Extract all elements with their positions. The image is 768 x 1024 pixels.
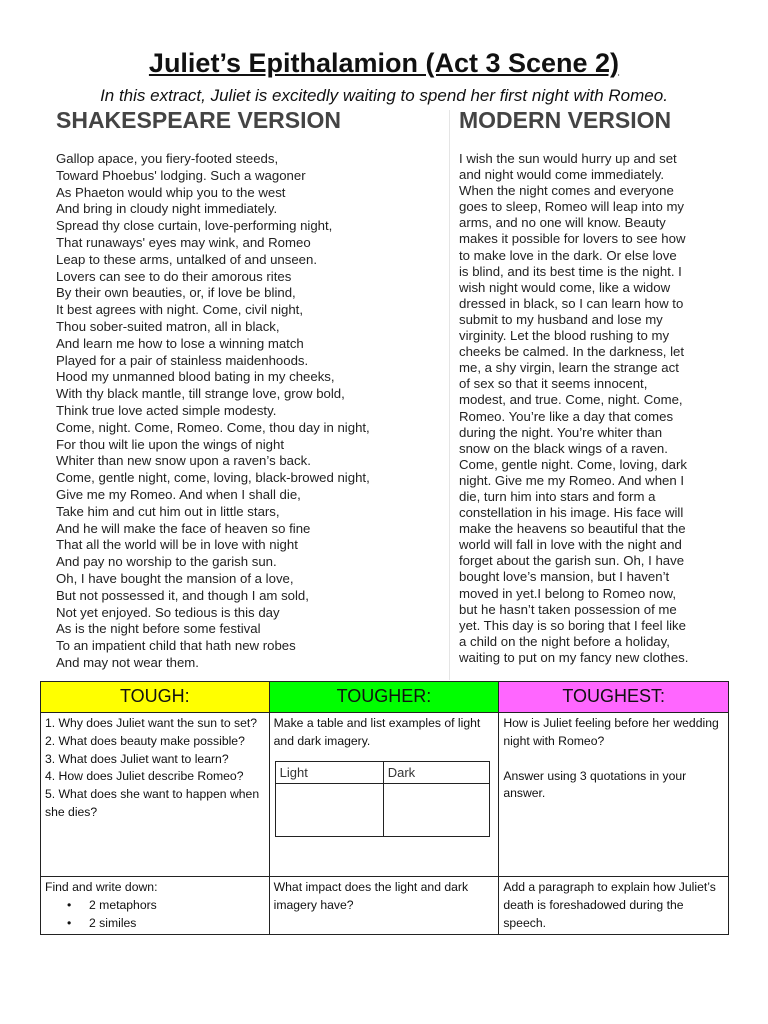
modern-line: to make love in the dark. Or else love [459, 247, 677, 263]
tougher-task-cell [269, 713, 499, 877]
poem-line: Think true love acted simple modesty. [56, 402, 277, 418]
poem-line: And pay no worship to the garish sun. [56, 554, 277, 570]
poem-line: And bring in cloudy night immediately. [56, 201, 278, 217]
poem-line: That runaways' eyes may wink, and Romeo [56, 234, 311, 250]
modern-line: during the night. You’re whiter than [459, 424, 663, 440]
light-cell [275, 784, 383, 837]
poem-line: And learn me how to lose a winning match [56, 335, 304, 351]
modern-line: make the heavens so beautiful that the [459, 521, 686, 537]
poem-line: Toward Phoebus' lodging. Such a wagoner [56, 167, 306, 183]
poem-line: But not possessed it, and though I am sold, [56, 587, 309, 603]
modern-line: dressed in black, so I can learn how to [459, 295, 684, 311]
column-divider [449, 110, 450, 680]
poem-line: Give me my Romeo. And when I shall die, [56, 486, 301, 502]
poem-line: Come, gentle night, come, loving, black-browed night, [56, 470, 370, 486]
poem-line: Hood my unmanned blood bating in my cheeks, [56, 369, 335, 385]
tough-questions-cell [41, 713, 270, 877]
modern-line: world will fall in love with the night and [459, 537, 682, 553]
poem-line: Gallop apace, you fiery-footed steeds, [56, 151, 279, 166]
poem-line: To an impatient child that hath new robes [56, 638, 296, 654]
modern-line: is blind, and its best time is the night. I [459, 263, 682, 279]
poem-line: By their own beauties, or, if love be blind, [56, 285, 296, 301]
poem-line: Not yet enjoyed. So tedious is this day [56, 604, 280, 620]
light-dark-table [275, 761, 490, 838]
modern-line: virginity. Let the blood rushing to my [459, 328, 670, 344]
page-title: Juliet’s Epithalamion (Act 3 Scene 2) [148, 48, 620, 78]
tougher-task: Make a table and list examples of light and dark imagery. [273, 716, 481, 748]
toughest-task-cell [499, 713, 729, 877]
tougher-header: TOUGHER: [269, 682, 499, 713]
modern-line: constellation in his image. His face will [459, 505, 684, 521]
modern-line: a child on the night before a holiday, [459, 633, 670, 649]
toughest-question: How is Juliet feeling before her wedding night with Romeo? [503, 716, 719, 748]
modern-line: I wish the sun would hurry up and set [459, 151, 677, 166]
task-table [40, 681, 729, 935]
poem-line: And may not wear them. [56, 654, 199, 670]
modern-line: submit to my husband and lose my [459, 311, 663, 327]
tough-question: 3. What does Juliet want to learn? [45, 751, 229, 766]
poem-line: With thy black mantle, till strange love, grow bold, [56, 386, 345, 402]
modern-heading: MODERN VERSION [459, 107, 672, 133]
modern-line: but he hasn’t taken possession of me [459, 601, 677, 617]
light-column-header: Light [275, 761, 383, 784]
find-intro: Find and write down: [45, 880, 158, 894]
tough-question: 4. How does Juliet describe Romeo? [45, 769, 244, 784]
modern-line: makes it possible for lovers to see how [459, 231, 686, 247]
poem-line: Come, night. Come, Romeo. Come, thou day in night, [56, 419, 370, 435]
modern-line: bought love’s mansion, but I haven’t [459, 569, 670, 585]
modern-line: wish night would come, like a widow [459, 279, 671, 295]
modern-line: me, a shy virgin, learn the strange act [459, 360, 679, 376]
modern-line: moved in yet.I belong to Romeo now, [459, 585, 676, 601]
shakespeare-heading: SHAKESPEARE VERSION [56, 107, 342, 133]
find-item: • 2 metaphors [77, 897, 265, 915]
toughest-paragraph-task: Add a paragraph to explain how Juliet’s death is foreshadowed during the speech. [503, 880, 716, 930]
poem-line: Thou sober-suited matron, all in black, [56, 318, 280, 334]
modern-line: snow on the black wings of a raven. [459, 440, 668, 456]
modern-line: goes to sleep, Romeo will leap into my [459, 199, 685, 215]
toughest-note: Answer using 3 quotations in your answer. [503, 768, 687, 801]
modern-line: Come, gentle night. Come, loving, dark [459, 456, 687, 472]
modern-line: cheeks be calmed. In the darkness, let [459, 344, 685, 360]
poem-line: Take him and cut him out in little stars, [56, 503, 280, 519]
dark-cell [383, 784, 489, 837]
poem-line: And he will make the face of heaven so fine [56, 520, 311, 536]
modern-text [459, 151, 724, 666]
tough-question: 2. What does beauty make possible? [45, 733, 245, 748]
modern-line: Romeo. You’re like a day that comes [459, 408, 674, 424]
poem-line: As is the night before some festival [56, 621, 261, 637]
modern-line: night. Give me my Romeo. And when I [459, 472, 685, 488]
tough-header: TOUGH: [41, 682, 270, 713]
tough-question: 1. Why does Juliet want the sun to set? [45, 716, 258, 730]
tough-find-cell [41, 877, 270, 935]
modern-line: die, turn him into stars and form a [459, 488, 656, 504]
page-subtitle: In this extract, Juliet is excitedly waiting to spend her first night with Romeo. [100, 86, 668, 105]
tougher-impact-cell [269, 877, 499, 935]
poem-line: Lovers can see to do their amorous rites [56, 268, 292, 284]
poem-line: For thou wilt lie upon the wings of night [56, 436, 284, 452]
find-list [45, 897, 265, 933]
modern-line: forget about the garish sun. Oh, I have [459, 553, 685, 569]
poem-line: Played for a pair of stainless maidenhoods. [56, 352, 309, 368]
poem-line: Spread thy close curtain, love-performing night, [56, 218, 333, 234]
tougher-impact-task: What impact does the light and dark imagery have? [273, 880, 469, 912]
modern-line: of sex so that it seems innocent, [459, 376, 648, 392]
modern-line: arms, and no one will know. Beauty [459, 215, 666, 231]
dark-column-header: Dark [383, 761, 489, 784]
tough-question: 5. What does she want to happen when she dies? [45, 787, 260, 819]
shakespeare-text [56, 151, 441, 672]
modern-line: When the night comes and everyone [459, 183, 674, 199]
poem-line: As Phaeton would whip you to the west [56, 184, 286, 200]
poem-line: Leap to these arms, untalked of and unseen. [56, 251, 318, 267]
poem-line: Oh, I have bought the mansion of a love, [56, 570, 294, 586]
modern-line: modest, and true. Come, night. Come, [459, 392, 683, 408]
poem-line: It best agrees with night. Come, civil night, [56, 302, 304, 318]
poem-line: Whiter than new snow upon a raven’s back. [56, 453, 311, 469]
modern-line: waiting to put on my fancy new clothes. [459, 649, 689, 665]
modern-line: and night would come immediately. [459, 167, 664, 183]
poem-line: That all the world will be in love with night [56, 537, 298, 553]
toughest-paragraph-cell [499, 877, 729, 935]
modern-line: yet. This day is so boring that I feel like [459, 617, 686, 633]
find-item: • 2 similes [77, 915, 265, 933]
toughest-header: TOUGHEST: [499, 682, 729, 713]
